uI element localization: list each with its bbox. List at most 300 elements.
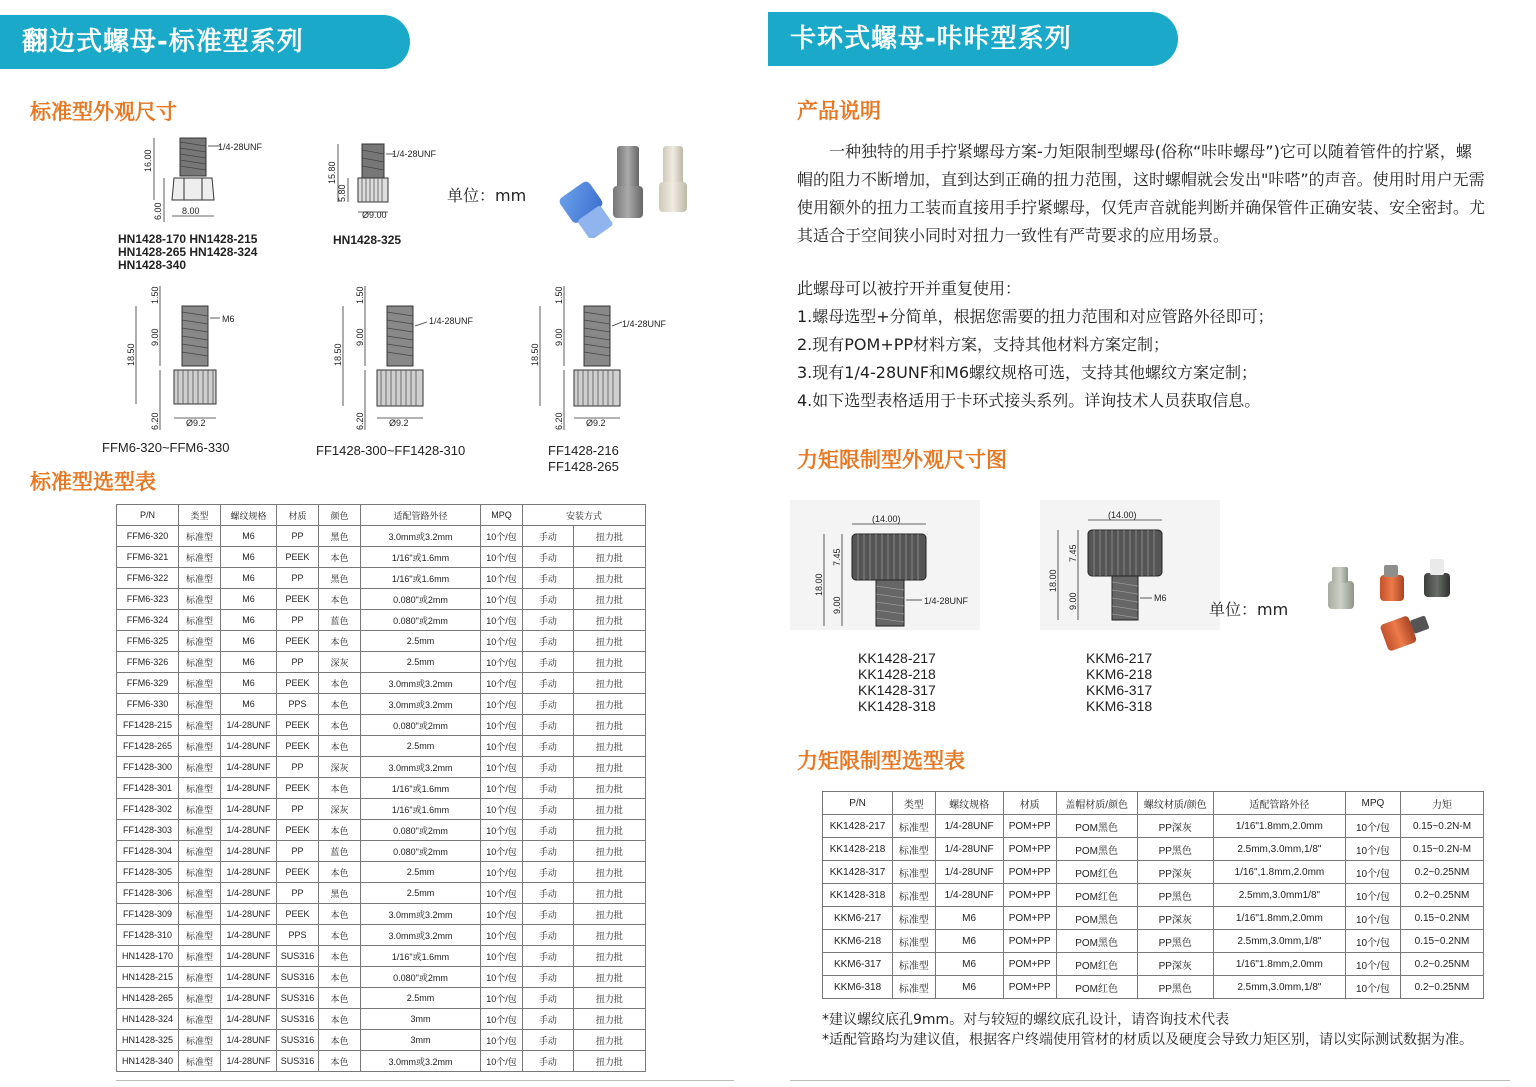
feature-item: 4.如下选型表格适用于卡环式接头系列。详询技术人员获取信息。 [797,391,1261,410]
table-header: 螺纹规格 [935,792,1003,815]
table-cell: 扭力批 [573,526,645,547]
table-cell: PP深灰 [1137,907,1214,930]
table-cell: PEEK [277,547,319,568]
dim-label: 15.80 [327,161,337,184]
dim-label: (14.00) [872,514,901,524]
table-cell: POM+PP [1003,930,1056,953]
table-header: 类型 [893,792,936,815]
left-banner: 翻边式螺母-标准型系列 [0,15,410,69]
table-cell: 1/16"或1.6mm [361,547,481,568]
table-cell: 10个/包 [481,862,523,883]
table-row [117,988,646,1009]
table-cell: 手动 [523,904,574,925]
table-cell: 10个/包 [481,925,523,946]
description-paragraph: 一种独特的用手拧紧螺母方案-力矩限制型螺母(俗称“咔咔螺母”)它可以随着管件的拧紧，螺帽的阻力不断增加，直到达到正确的扭力范围，这时螺帽就会发出"咔嗒”的声音。使用时用户无需使用额外的扭力工装而直接用手拧紧螺母，仅凭声音就能判断并确保管件正确安装、安全密封。尤其适合于空间狭小同时对扭力一致性有严苛要求的应用场景。 [797,142,1486,245]
table-cell: 10个/包 [481,904,523,925]
drawing-ff1428-300 [325,280,475,435]
dim-label: (14.00) [1108,510,1137,520]
table-cell: 扭力批 [573,862,645,883]
table-cell: FFM6-324 [117,610,179,631]
table-row [823,907,1484,930]
table-cell: 3mm [361,1009,481,1030]
table-cell: 扭力批 [573,673,645,694]
table-cell: 深灰 [319,799,361,820]
table-cell: 手动 [523,820,574,841]
table-cell: 标准型 [893,953,936,976]
table-cell: PEEK [277,778,319,799]
caption-kk1428: KK1428-217 KK1428-218 KK1428-317 KK1428-318 [858,650,936,714]
product-description [797,138,1487,250]
table-cell: 标准型 [179,1030,221,1051]
table-cell: 手动 [523,694,574,715]
table-cell: 10个/包 [481,820,523,841]
table-header: 材质 [1003,792,1056,815]
table-cell: 扭力批 [573,778,645,799]
table-row [117,547,646,568]
table-cell: 深灰 [319,757,361,778]
table-cell: 标准型 [179,589,221,610]
drawing-hn1428 [140,132,270,224]
drawing-kk1428 [790,500,980,630]
table-cell: 10个/包 [481,568,523,589]
table-cell: 10个/包 [481,778,523,799]
table-cell: M6 [221,568,277,589]
table-cell: HN1428-324 [117,1009,179,1030]
table-cell: 标准型 [179,1009,221,1030]
table-cell: 10个/包 [1345,884,1400,907]
table-cell: 标准型 [179,568,221,589]
table-cell: FF1428-300 [117,757,179,778]
table-cell: 0.080"或2mm [361,841,481,862]
table-cell: 扭力批 [573,694,645,715]
table-cell: 1/4-28UNF [221,757,277,778]
table-cell: 1/4-28UNF [221,1051,277,1072]
table-header: 适配管路外径 [361,505,481,526]
table-cell: 扭力批 [573,946,645,967]
table-cell: 扭力批 [573,841,645,862]
table-cell: M6 [221,694,277,715]
table-cell: 1/4-28UNF [935,884,1003,907]
table-cell: 扭力批 [573,715,645,736]
table-cell: PEEK [277,673,319,694]
table-cell: 2.5mm [361,988,481,1009]
dim-label: M6 [1154,593,1167,603]
table-row [823,976,1484,999]
table-cell: 标准型 [179,631,221,652]
table-cell: SUS316 [277,1009,319,1030]
table-cell: 本色 [319,988,361,1009]
table-cell: 手动 [523,778,574,799]
table-cell: 深灰 [319,652,361,673]
table-cell: 蓝色 [319,841,361,862]
table-cell: 扭力批 [573,1051,645,1072]
feature-list-intro: 此螺母可以被拧开并重复使用： [797,279,1022,298]
table-cell: POM黑色 [1056,907,1137,930]
table-row [117,883,646,904]
dim-label: Ø9.2 [389,418,409,428]
table-cell: 10个/包 [481,694,523,715]
table-cell: PP [277,883,319,904]
table-cell: 10个/包 [481,652,523,673]
table-cell: 手动 [523,631,574,652]
table-cell: 标准型 [179,862,221,883]
table-cell: M6 [221,631,277,652]
table-cell: 标准型 [179,946,221,967]
table-cell: POM+PP [1003,976,1056,999]
std-table-title: 标准型选型表 [30,470,156,494]
table-cell: PEEK [277,904,319,925]
table-cell: PP [277,526,319,547]
table-cell: 本色 [319,1030,361,1051]
dim-label: 7.45 [1068,544,1078,562]
table-header: MPQ [481,505,523,526]
table-cell: 1/16"1.8mm,2.0mm [1214,907,1346,930]
table-cell: 0.2~0.25NM [1401,976,1484,999]
table-row [117,1030,646,1051]
table-cell: M6 [935,976,1003,999]
table-cell: 标准型 [893,838,936,861]
table-cell: 扭力批 [573,568,645,589]
dim-label: 9.00 [1068,592,1078,610]
table-cell: HN1428-325 [117,1030,179,1051]
table-cell: 1/4-28UNF [221,988,277,1009]
table-cell: FFM6-321 [117,547,179,568]
table-cell: 标准型 [179,820,221,841]
table-cell: 1/4-28UNF [935,815,1003,838]
table-cell: 扭力批 [573,547,645,568]
note-line: *建议螺纹底孔9mm。对与较短的螺纹底孔设计，请咨询技术代表 [822,1012,1230,1028]
table-row [117,946,646,967]
table-header: 颜色 [319,505,361,526]
table-row [117,967,646,988]
table-cell: 10个/包 [1345,861,1400,884]
table-cell: 手动 [523,652,574,673]
table-cell: FF1428-310 [117,925,179,946]
dim-label: 1.50 [150,286,160,304]
dim-label: Ø9.2 [586,418,606,428]
table-header: 螺纹规格 [221,505,277,526]
table-cell: FFM6-325 [117,631,179,652]
table-cell: 1/4-28UNF [221,904,277,925]
table-cell: 扭力批 [573,1009,645,1030]
table-cell: 10个/包 [1345,976,1400,999]
dim-label: 18.50 [530,343,540,366]
table-cell: 本色 [319,547,361,568]
table-cell: 标准型 [179,841,221,862]
table-cell: M6 [221,610,277,631]
table-cell: POM红色 [1056,976,1137,999]
table-cell: 10个/包 [481,631,523,652]
table-cell: POM黑色 [1056,815,1137,838]
feature-item: 2.现有POM+PP材料方案，支持其他材料方案定制； [797,335,1170,354]
table-cell: 蓝色 [319,610,361,631]
table-cell: 标准型 [179,883,221,904]
table-cell: 扭力批 [573,652,645,673]
dim-label: 1.50 [355,286,365,304]
dim-label: 6.20 [554,412,564,430]
table-cell: 10个/包 [481,1009,523,1030]
table-cell: 黑色 [319,568,361,589]
drawing-ffm6 [120,280,250,435]
feature-item: 1.螺母选型+分简单，根据您需要的扭力范围和对应管路外径即可； [797,307,1274,326]
table-cell: KK1428-318 [823,884,893,907]
table-cell: 1/4-28UNF [935,861,1003,884]
dim-label: Ø9.00 [362,210,387,220]
left-footer-divider [116,1080,734,1081]
table-cell: 手动 [523,610,574,631]
table-cell: 2.5mm,3.0mm,1/8" [1214,976,1346,999]
table-cell: 扭力批 [573,736,645,757]
table-cell: 标准型 [179,988,221,1009]
table-cell: 标准型 [179,610,221,631]
table-cell: 0.2~0.25NM [1401,884,1484,907]
table-row [117,925,646,946]
table-cell: PEEK [277,631,319,652]
table-cell: SUS316 [277,1030,319,1051]
table-cell: FFM6-320 [117,526,179,547]
table-cell: POM+PP [1003,884,1056,907]
table-row [117,904,646,925]
table-cell: PP黑色 [1137,976,1214,999]
dim-label: 6.00 [153,202,163,220]
dim-label: 1/4-28UNF [218,142,263,152]
table-cell: 标准型 [179,967,221,988]
table-cell: FFM6-322 [117,568,179,589]
caption-kkm6: KKM6-217 KKM6-218 KKM6-317 KKM6-318 [1086,650,1153,714]
table-cell: FFM6-330 [117,694,179,715]
table-cell: SUS316 [277,988,319,1009]
table-row [117,715,646,736]
product-desc-title: 产品说明 [797,99,881,123]
table-cell: 手动 [523,799,574,820]
table-cell: 手动 [523,1030,574,1051]
table-cell: PP黑色 [1137,930,1214,953]
table-notes [822,1010,1522,1050]
caption-hn1428: HN1428-170 HN1428-215 HN1428-265 HN1428-324 HN1428-340 [118,232,258,272]
standard-selection-table [116,504,646,1072]
table-cell: 本色 [319,1051,361,1072]
table-cell: 手动 [523,568,574,589]
table-cell: 黑色 [319,526,361,547]
caption-ffm6: FFM6-320~FFM6-330 [102,440,230,455]
table-cell: 手动 [523,925,574,946]
dim-label: 1/4-28UNF [622,319,667,329]
table-cell: 1/16"或1.6mm [361,568,481,589]
dim-label: 9.00 [554,328,564,346]
table-cell: POM+PP [1003,815,1056,838]
table-cell: 10个/包 [481,610,523,631]
table-cell: 10个/包 [481,673,523,694]
table-cell: 0.15~0.2NM [1401,930,1484,953]
table-cell: 标准型 [893,861,936,884]
table-cell: 手动 [523,757,574,778]
table-cell: POM+PP [1003,838,1056,861]
table-cell: 标准型 [179,652,221,673]
dim-label: 18.50 [126,343,136,366]
dim-label: 18.00 [814,573,824,596]
table-cell: 扭力批 [573,904,645,925]
table-cell: FF1428-304 [117,841,179,862]
table-cell: 标准型 [893,976,936,999]
table-cell: PPS [277,925,319,946]
table-cell: SUS316 [277,946,319,967]
table-cell: 1/4-28UNF [935,838,1003,861]
right-banner: 卡环式螺母-咔咔型系列 [768,12,1178,66]
table-cell: 1/4-28UNF [221,883,277,904]
drawing-hn1428-325 [326,138,436,222]
table-header: 力矩 [1401,792,1484,815]
table-header: 螺纹材质/颜色 [1137,792,1214,815]
table-cell: 标准型 [179,1051,221,1072]
table-cell: PEEK [277,715,319,736]
table-cell: 标准型 [893,930,936,953]
table-cell: 扭力批 [573,610,645,631]
table-cell: 10个/包 [481,967,523,988]
table-cell: POM红色 [1056,953,1137,976]
dim-label: 16.00 [143,149,153,172]
table-cell: 手动 [523,988,574,1009]
table-cell: 10个/包 [481,1030,523,1051]
dim-label: 1/4-28UNF [429,316,474,326]
table-cell: PP [277,841,319,862]
left-unit-label: 单位：mm [447,186,527,205]
table-cell: FF1428-305 [117,862,179,883]
table-cell: 1/4-28UNF [221,736,277,757]
table-cell: 10个/包 [1345,907,1400,930]
table-cell: 标准型 [179,673,221,694]
dim-label: 1.50 [554,286,564,304]
table-cell: 1/4-28UNF [221,715,277,736]
table-row [823,815,1484,838]
table-cell: 1/16"或1.6mm [361,778,481,799]
caption-hn1428-325: HN1428-325 [333,233,402,247]
appearance-title: 标准型外观尺寸 [30,100,177,124]
table-cell: POM黑色 [1056,838,1137,861]
table-cell: 手动 [523,526,574,547]
table-cell: PEEK [277,736,319,757]
table-cell: KK1428-217 [823,815,893,838]
table-cell: 扭力批 [573,820,645,841]
table-cell: 本色 [319,631,361,652]
table-cell: 1/4-28UNF [221,1030,277,1051]
table-row [117,526,646,547]
table-cell: 0.080"或2mm [361,610,481,631]
table-row [117,757,646,778]
table-cell: 10个/包 [481,799,523,820]
table-cell: 2.5mm [361,862,481,883]
table-row [117,1051,646,1072]
table-cell: KKM6-317 [823,953,893,976]
dim-label: 9.00 [832,596,842,614]
table-cell: 标准型 [179,715,221,736]
drawing-kkm6 [1040,500,1220,630]
table-row [823,838,1484,861]
table-row [823,953,1484,976]
table-cell: 手动 [523,1009,574,1030]
table-cell: M6 [221,526,277,547]
table-cell: 手动 [523,967,574,988]
table-row [117,631,646,652]
table-cell: FF1428-303 [117,820,179,841]
table-cell: M6 [935,953,1003,976]
table-cell: KK1428-317 [823,861,893,884]
table-cell: 10个/包 [1345,838,1400,861]
feature-item: 3.现有1/4-28UNF和M6螺纹规格可选，支持其他螺纹方案定制； [797,363,1258,382]
table-cell: FF1428-265 [117,736,179,757]
table-header: MPQ [1345,792,1400,815]
table-cell: 标准型 [179,526,221,547]
table-cell: POM红色 [1056,861,1137,884]
table-cell: FFM6-326 [117,652,179,673]
table-cell: 手动 [523,946,574,967]
table-cell: POM黑色 [1056,930,1137,953]
table-cell: 0.080"或2mm [361,589,481,610]
table-cell: 3.0mm或3.2mm [361,757,481,778]
table-cell: 0.15~0.2N-M [1401,838,1484,861]
table-cell: 2.5mm [361,883,481,904]
table-cell: 10个/包 [481,526,523,547]
table-cell: 本色 [319,736,361,757]
table-row [823,884,1484,907]
table-header: 类型 [179,505,221,526]
table-cell: 2.5mm,3.0mm1/8" [1214,884,1346,907]
lim-table-title: 力矩限制型选型表 [797,749,965,773]
table-cell: 1/4-28UNF [221,862,277,883]
table-cell: 本色 [319,778,361,799]
table-cell: 扭力批 [573,967,645,988]
table-cell: 本色 [319,820,361,841]
table-cell: HN1428-265 [117,988,179,1009]
table-cell: 手动 [523,1051,574,1072]
table-cell: 手动 [523,673,574,694]
table-row [117,799,646,820]
table-row [117,673,646,694]
table-cell: PPS [277,694,319,715]
table-cell: 本色 [319,694,361,715]
dim-label: 1/4-28UNF [924,596,969,606]
product-photo-nuts [555,138,700,238]
table-cell: 手动 [523,883,574,904]
table-cell: 手动 [523,547,574,568]
table-row [117,652,646,673]
table-cell: 扭力批 [573,925,645,946]
table-cell: 10个/包 [481,715,523,736]
table-cell: 本色 [319,862,361,883]
table-cell: 扭力批 [573,1030,645,1051]
table-cell: 扭力批 [573,631,645,652]
table-cell: PEEK [277,820,319,841]
table-header: P/N [117,505,179,526]
table-cell: 标准型 [179,736,221,757]
table-cell: FF1428-215 [117,715,179,736]
table-cell: FF1428-301 [117,778,179,799]
table-cell: KKM6-217 [823,907,893,930]
table-cell: POM+PP [1003,907,1056,930]
table-header: 材质 [277,505,319,526]
table-cell: M6 [935,930,1003,953]
table-cell: 10个/包 [481,841,523,862]
table-cell: 1/4-28UNF [221,841,277,862]
table-cell: POM+PP [1003,861,1056,884]
table-cell: 10个/包 [481,757,523,778]
table-header: 盖帽材质/颜色 [1056,792,1137,815]
table-cell: 2.5mm [361,631,481,652]
table-cell: M6 [935,907,1003,930]
table-cell: PP深灰 [1137,861,1214,884]
table-row [117,778,646,799]
table-cell: 标准型 [179,757,221,778]
table-cell: 标准型 [893,884,936,907]
